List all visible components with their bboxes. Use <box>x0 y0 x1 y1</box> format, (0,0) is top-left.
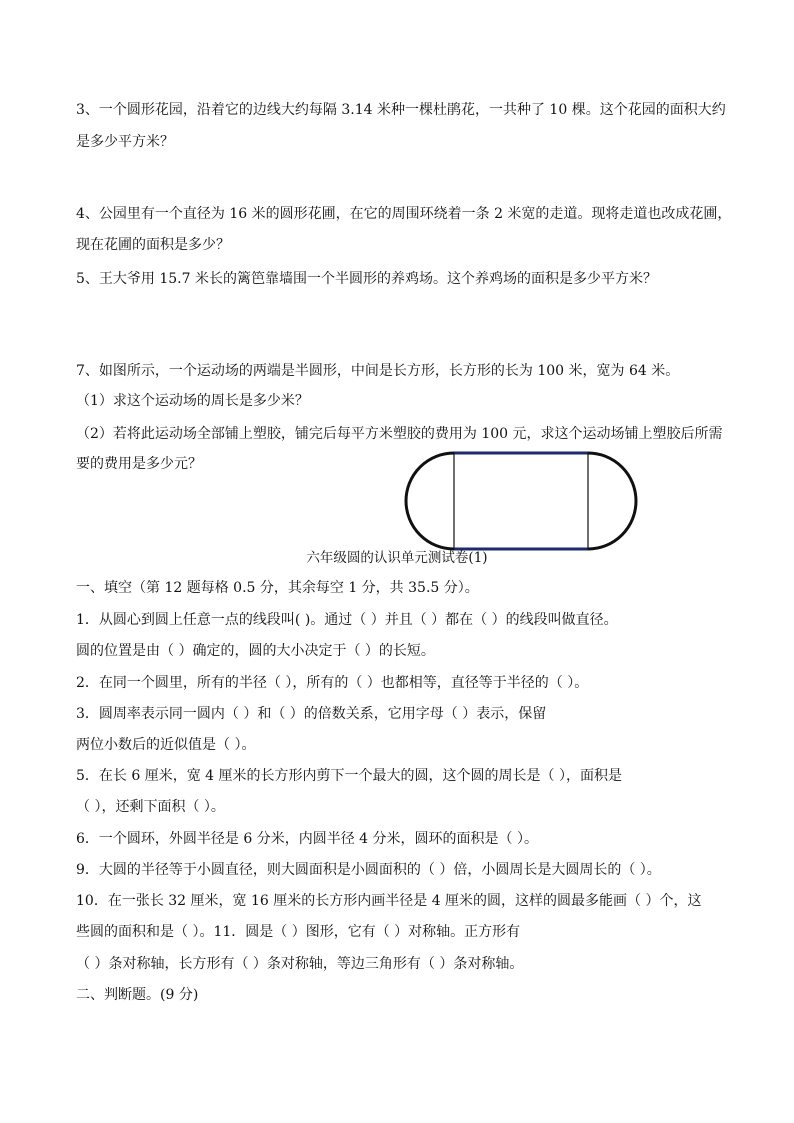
problem-4-line-1: 4、公园里有一个直径为 16 米的圆形花圃，在它的周围环绕着一条 2 米宽的走道。现将走道也改成花圃， <box>76 206 732 222</box>
fill-3-line-2: 两位小数后的近似值是（ ）。 <box>76 737 256 753</box>
problem-7-line-1: 7、如图所示，一个运动场的两端是半圆形，中间是长方形，长方形的长为 100 米，宽为 64 米。 <box>76 363 680 379</box>
problem-4-line-2: 现在花圃的面积是多少？ <box>76 237 230 253</box>
section-1-heading: 一、填空（第 12 题每格 0.5 分，其余每空 1 分，共 35.5 分）。 <box>76 580 479 596</box>
stadium-outline <box>406 453 636 549</box>
fill-3-line-1: 3．圆周率表示同一圆内（ ）和（ ）的倍数关系，它用字母（ ）表示，保留 <box>76 706 547 722</box>
fill-2: 2．在同一个圆里，所有的半径（ ），所有的（ ）也都相等，直径等于半径的（ ）。 <box>76 675 589 691</box>
test-title: 六年级圆的认识单元测试卷(1) <box>306 550 488 566</box>
problem-3-line-2: 是多少平方米？ <box>76 134 174 150</box>
problem-7-sub-2-line-1: （2）若将此运动场全部铺上塑胶，铺完后每平方米塑胶的费用为 100 元，求这个运动场铺上塑胶后所需 <box>76 426 723 442</box>
problem-5: 5、王大爷用 15.7 米长的篱笆靠墙围一个半圆形的养鸡场。这个养鸡场的面积是多少平方米？ <box>76 271 657 287</box>
fill-10-line-1: 10．在一张长 32 厘米，宽 16 厘米的长方形内画半径是 4 厘米的圆，这样的圆最多能画（ ）个，这 <box>76 893 702 909</box>
stadium-diagram <box>403 451 639 553</box>
fill-9: 9．大圆的半径等于小圆直径，则大圆面积是小圆面积的（ ）倍，小圆周长是大圆周长的（ ）。 <box>76 862 661 878</box>
fill-10-line-2: 些圆的面积和是（ ）。11．圆是（ ）图形，它有（ ）对称轴。正方形有 <box>76 924 521 940</box>
fill-6: 6．一个圆环，外圆半径是 6 分米，内圆半径 4 分米，圆环的面积是（ ）。 <box>76 831 538 847</box>
fill-1-line-2: 圆的位置是由（ ）确定的，圆的大小决定于（ ）的长短。 <box>76 643 435 659</box>
fill-11-line-3: （ ）条对称轴，长方形有（ ）条对称轴，等边三角形有（ ）条对称轴。 <box>76 956 524 972</box>
fill-5-line-2: （ ），还剩下面积（ ）。 <box>76 799 225 815</box>
problem-7-sub-2-line-2: 要的费用是多少元？ <box>76 456 202 472</box>
section-2-heading: 二、判断题。(9 分) <box>76 987 199 1003</box>
problem-3-line-1: 3、一个圆形花园，沿着它的边线大约每隔 3.14 米种一棵杜鹃花，一共种了 10 棵。这个花园的面积大约 <box>76 102 726 118</box>
problem-7-sub-1: （1）求这个运动场的周长是多少米？ <box>76 393 309 409</box>
fill-1-line-1: 1．从圆心到圆上任意一点的线段叫( )。通过（ ）并且（ ）都在（ ）的线段叫做直径。 <box>76 612 618 628</box>
fill-5-line-1: 5．在长 6 厘米，宽 4 厘米的长方形内剪下一个最大的圆，这个圆的周长是（ ），面积是 <box>76 768 622 784</box>
